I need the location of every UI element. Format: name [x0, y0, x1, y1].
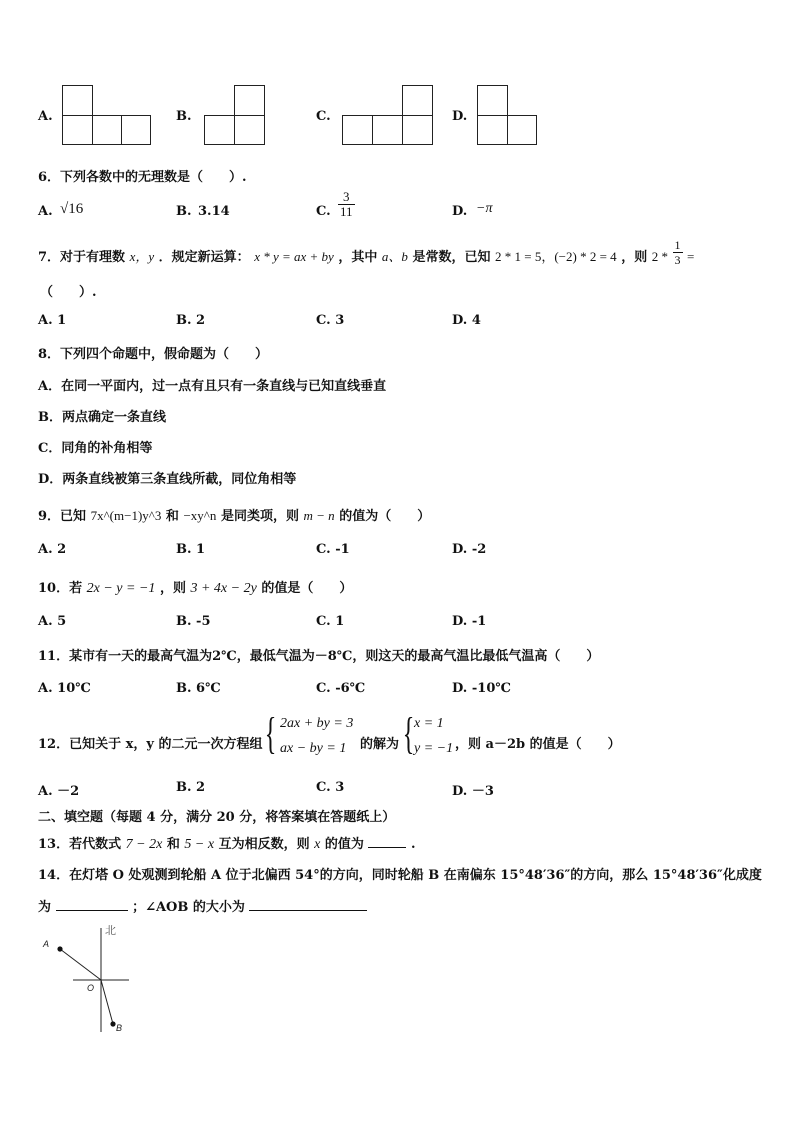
q9-term2: −xy^n	[183, 508, 217, 523]
q9-option-d: D. -2	[452, 542, 487, 557]
q14-line2-a: 为	[38, 900, 52, 915]
q12-sol1: x = 1	[414, 716, 444, 731]
q9-stem-a: 9．已知	[38, 509, 87, 524]
q6-option-b-letter: B.	[176, 204, 192, 219]
q7-stem-a: 7．对于有理数	[38, 250, 126, 265]
q6-option-d-value: −π	[476, 201, 493, 216]
q12-eq2: ax − by = 1	[280, 741, 347, 756]
q7-ab: a、b	[381, 249, 408, 264]
q7-given: 2 * 1 = 5，(−2) * 2 = 4	[495, 249, 617, 264]
q7-stem-d: 是常数，已知	[412, 250, 491, 265]
q12-solution-brace: {	[402, 709, 415, 758]
q6-option-a-letter: A.	[38, 204, 53, 219]
q6-stem: 6．下列各数中的无理数是（ ）.	[38, 170, 247, 185]
q7-stem-e: ，则	[621, 250, 648, 265]
q6-option-c-numerator: 3	[338, 190, 355, 205]
q9-term1: 7x^(m−1)y^3	[90, 508, 162, 523]
label-b: B	[116, 1023, 123, 1033]
q7-ask-denominator: 3	[674, 253, 681, 267]
q13-e1: 7 − 2x	[125, 837, 163, 852]
q7-option-a: A. 1	[38, 313, 67, 328]
q5-option-a-letter: A.	[38, 109, 53, 124]
q9-stem-b: 和	[165, 509, 179, 524]
q9-stem-c: 是同类项，则	[220, 509, 299, 524]
q12-option-d: D. －3	[452, 784, 494, 799]
q12-option-c: C. 3	[316, 780, 345, 795]
q12-system-brace: {	[264, 709, 277, 758]
q10-option-a: A. 5	[38, 614, 67, 629]
q5-option-b-letter: B.	[176, 109, 192, 124]
q9-stem	[38, 505, 430, 524]
q5-option-d-letter: D.	[452, 109, 468, 124]
q7-stem-b: ．规定新运算：	[158, 250, 250, 265]
q7-ask-post: =	[687, 249, 695, 264]
ray-ob	[101, 980, 113, 1024]
q5-option-c-letter: C.	[316, 109, 331, 124]
q13-stem	[38, 833, 415, 853]
q7-option-b: B. 2	[176, 313, 206, 328]
q10-stem-b: ，则	[159, 581, 186, 596]
point-a	[57, 946, 62, 951]
q10-cond: 2x − y = −1	[86, 581, 156, 596]
q8-choice-d: D．两条直线被第三条直线所截，同位角相等	[38, 472, 297, 487]
label-a: A	[43, 939, 50, 949]
q12-option-a: A. －2	[38, 784, 80, 799]
q13-var: x	[314, 837, 321, 852]
q9-expr: m − n	[303, 508, 335, 523]
q8-choice-a: A．在同一平面内，过一点有且只有一条直线与已知直线垂直	[38, 379, 387, 394]
q9-option-c: C. -1	[316, 542, 350, 557]
q12-sol2: y = −1	[414, 741, 454, 756]
q7-ask-numerator: 1	[674, 238, 681, 252]
q7-formula: x * y = ax + by	[254, 249, 334, 264]
q7-stem-c: ，其中	[338, 250, 378, 265]
q6-option-d-letter: D.	[452, 204, 468, 219]
q14-bearing-figure	[30, 920, 140, 1040]
q10-option-c: C. 1	[316, 614, 345, 629]
q7-stem-line1	[38, 238, 695, 267]
q11-option-a: A. 10℃	[38, 681, 91, 696]
q12-eq1: 2ax + by = 3	[280, 716, 354, 731]
q6-option-b-value: 3.14	[198, 204, 230, 219]
q13-stem-a: 13．若代数式	[38, 837, 122, 852]
q6-option-c-denominator: 11	[340, 204, 353, 219]
q11-option-d: D. -10℃	[452, 681, 511, 696]
ray-oa	[60, 949, 101, 980]
q8-choice-c: C．同角的补角相等	[38, 441, 153, 456]
q6-option-c-fraction	[338, 190, 355, 219]
label-o: O	[87, 983, 95, 993]
q10-option-d: D. -1	[452, 614, 487, 629]
q7-vars: x，y	[129, 249, 155, 264]
q8-choice-b: B．两点确定一条直线	[38, 410, 166, 425]
q8-stem: 8．下列四个命题中，假命题为（ ）	[38, 347, 269, 362]
q10-option-b: B. -5	[176, 614, 211, 629]
q10-stem-c: 的值是（ ）	[261, 581, 353, 596]
q10-expr: 3 + 4x − 2y	[190, 581, 257, 596]
q11-stem: 11．某市有一天的最高气温为2℃，最低气温为－8℃，则这天的最高气温比最低气温高（ ）	[38, 649, 600, 664]
north-label: 北	[105, 925, 116, 937]
q13-stem-b: 和	[166, 837, 180, 852]
q13-stem-e: .	[410, 837, 416, 852]
q7-ask-fraction	[673, 238, 683, 267]
q11-option-c: C. -6℃	[316, 681, 366, 696]
q14-line1: 14．在灯塔 O 处观测到轮船 A 位于北偏西 54°的方向，同时轮船 B 在南偏东 15°48′36″的方向，那么 15°48′36″化成度	[38, 868, 762, 883]
q9-option-a: A. 2	[38, 542, 67, 557]
q7-stem-line2: （ ）.	[40, 285, 97, 300]
q11-option-b: B. 6℃	[176, 681, 221, 696]
q14-line2	[38, 896, 367, 915]
q12-stem-a: 12．已知关于 x，y 的二元一次方程组	[38, 737, 263, 752]
q12-option-b: B. 2	[176, 780, 206, 795]
q10-stem	[38, 577, 352, 597]
q13-stem-c: 互为相反数，则	[218, 837, 310, 852]
q9-stem-d: 的值为（ ）	[339, 509, 431, 524]
q14-line2-b: ；∠AOB 的大小为	[132, 900, 245, 915]
q6-option-a-value: √16	[60, 201, 84, 217]
q7-option-c: C. 3	[316, 313, 345, 328]
q12-stem-c: ，则 a－2b 的值是（ ）	[455, 737, 621, 752]
q13-answer-blank[interactable]	[368, 835, 406, 848]
q9-option-b: B. 1	[176, 542, 206, 557]
q13-stem-d: 的值为	[324, 837, 364, 852]
q7-ask-pre: 2 *	[651, 249, 668, 264]
q6-option-c-letter: C.	[316, 204, 331, 219]
q14-degree-blank[interactable]	[56, 898, 128, 911]
point-b	[110, 1021, 115, 1026]
q14-angle-blank[interactable]	[249, 898, 367, 911]
q12-stem-b: 的解为	[360, 737, 400, 752]
q7-option-d: D. 4	[452, 313, 481, 328]
q13-e2: 5 − x	[184, 837, 215, 852]
q10-stem-a: 10．若	[38, 581, 83, 596]
section-2-heading: 二、填空题（每题 4 分，满分 20 分，将答案填在答题纸上）	[38, 810, 396, 825]
